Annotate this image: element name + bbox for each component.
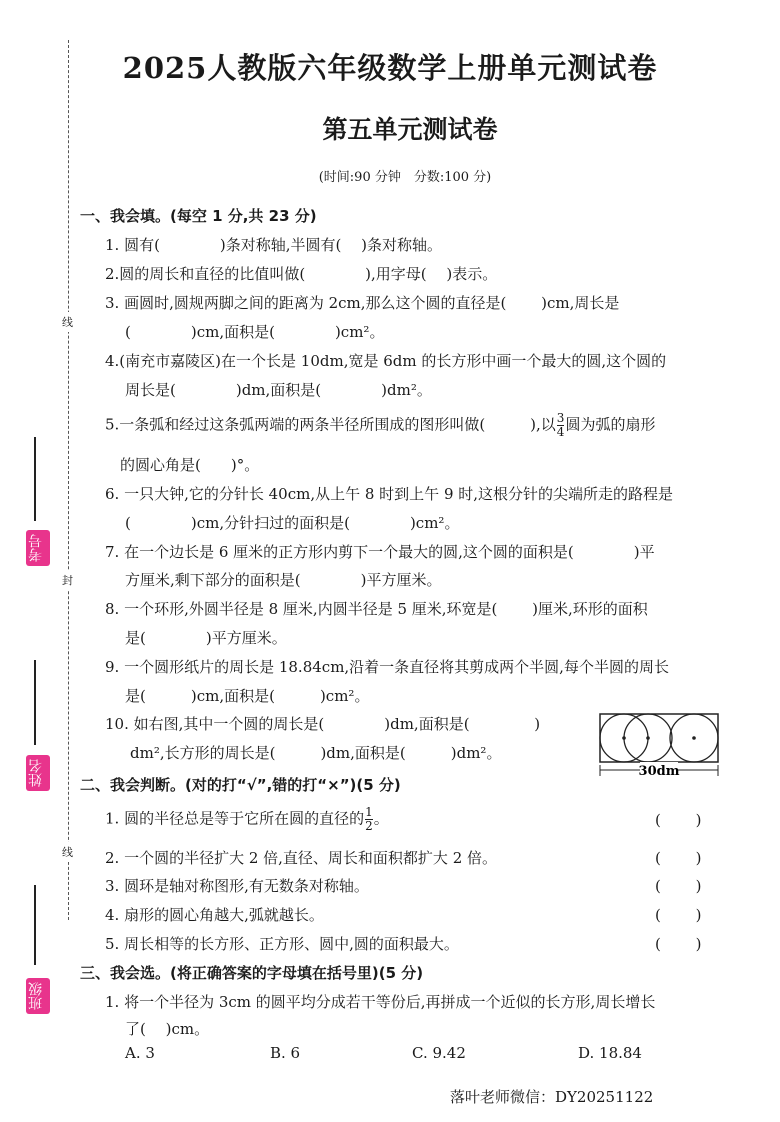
judgement-item: 2. 一个圆的半径扩大 2 倍,直径、周长和面积都扩大 2 倍。 <box>105 849 498 867</box>
denominator: 2 <box>365 819 373 833</box>
answer-blank[interactable]: ( ) <box>655 811 702 829</box>
numerator: 1 <box>365 805 373 819</box>
circles-in-rectangle-figure <box>598 710 722 780</box>
question: 1. 圆有( )条对称轴,半圆有( )条对称轴。 <box>105 236 443 254</box>
footer-contact: 落叶老师微信：DY20251122 <box>450 1088 654 1106</box>
question: 10. 如右图,其中一个圆的周长是( )dm,面积是( ) <box>105 715 541 733</box>
question: 9. 一个圆形纸片的周长是 18.84cm,沿着一条直径将其剪成两个半圆,每个半圆的周长 <box>105 658 669 676</box>
fraction <box>365 806 373 833</box>
answer-blank[interactable]: ( ) <box>655 849 702 867</box>
page-subtitle: 第五单元测试卷 <box>322 115 498 144</box>
center-dot <box>622 736 626 740</box>
section-heading: 一、我会填。(每空 1 分,共 23 分) <box>80 207 317 225</box>
text: 5.一条弧和经过这条弧两端的两条半径所围成的图形叫做( ),以 <box>105 415 556 434</box>
question: 3. 画圆时,圆规两脚之间的距离为 2cm,那么这个圆的直径是( )cm,周长是 <box>105 294 620 312</box>
section-heading: 二、我会判断。(对的打“√”,错的打“×”)(5 分) <box>80 776 401 794</box>
judgement-item: 5. 周长相等的长方形、正方形、圆中,圆的面积最大。 <box>105 935 459 953</box>
exam-meta: (时间:90 分钟 分数:100 分) <box>318 170 492 185</box>
text: 1. 圆的半径总是等于它所在圆的直径的 <box>105 809 365 828</box>
question-cont: 了( )cm。 <box>125 1020 210 1038</box>
class-line <box>34 885 36 965</box>
option-a[interactable]: A. 3 <box>125 1044 155 1062</box>
judgement-item <box>105 806 389 833</box>
question: 6. 一只大钟,它的分针长 40cm,从上午 8 时到上午 9 时,这根分针的尖端所走的路程是 <box>105 485 674 503</box>
option-c[interactable]: C. 9.42 <box>412 1044 466 1062</box>
question-cont: 周长是( )dm,面积是( )dm²。 <box>125 381 432 399</box>
rectangle <box>600 714 718 762</box>
option-b[interactable]: B. 6 <box>270 1044 301 1062</box>
answer-blank[interactable]: ( ) <box>655 906 702 924</box>
denominator: 4 <box>556 425 565 439</box>
question: 4.(南充市嘉陵区)在一个长是 10dm,宽是 6dm 的长方形中画一个最大的圆,这个圆的 <box>105 352 667 370</box>
exam-number-tag: 考号 <box>26 530 50 566</box>
question-cont: 方厘米,剩下部分的面积是( )平方厘米。 <box>125 571 442 589</box>
center-dot <box>692 736 696 740</box>
name-tag: 姓名 <box>26 755 50 791</box>
answer-blank[interactable]: ( ) <box>655 935 702 953</box>
section-heading: 三、我会选。(将正确答案的字母填在括号里)(5 分) <box>80 964 424 982</box>
question: 1. 将一个半径为 3cm 的圆平均分成若干等份后,再拼成一个近似的长方形,周长增长 <box>105 993 656 1011</box>
cut-mark: 线 <box>62 842 73 862</box>
question-cont: 的圆心角是( )°。 <box>120 456 260 474</box>
question: 7. 在一个边长是 6 厘米的正方形内剪下一个最大的圆,这个圆的面积是( )平 <box>105 543 655 561</box>
exam-number-line <box>34 437 36 521</box>
question-cont: 是( )平方厘米。 <box>125 629 287 647</box>
cut-mark: 封 <box>62 570 73 590</box>
fraction <box>557 412 565 439</box>
question-cont: ( )cm,分针扫过的面积是( )cm²。 <box>125 514 460 532</box>
question: 2.圆的周长和直径的比值叫做( ),用字母( )表示。 <box>105 265 498 283</box>
text: 。 <box>373 809 389 828</box>
option-d[interactable]: D. 18.84 <box>578 1044 642 1062</box>
question-cont: 是( )cm,面积是( )cm²。 <box>125 687 370 705</box>
question-cont: ( )cm,面积是( )cm²。 <box>125 323 385 341</box>
cut-mark: 线 <box>62 312 73 332</box>
name-line <box>34 660 36 745</box>
question: 8. 一个环形,外圆半径是 8 厘米,内圆半径是 5 厘米,环宽是( )厘米,环形的面积 <box>105 600 648 618</box>
judgement-item: 3. 圆环是轴对称图形,有无数条对称轴。 <box>105 877 369 895</box>
judgement-item: 4. 扇形的圆心角越大,弧就越长。 <box>105 906 324 924</box>
page-title: 2025人教版六年级数学上册单元测试卷 <box>122 51 658 85</box>
answer-blank[interactable]: ( ) <box>655 877 702 895</box>
numerator: 3 <box>556 411 565 425</box>
question <box>105 412 655 439</box>
text: 圆为弧的扇形 <box>565 415 656 434</box>
center-dot <box>646 736 650 740</box>
dimension-label: 30dm <box>638 764 680 779</box>
question-cont: dm²,长方形的周长是( )dm,面积是( )dm²。 <box>130 744 502 762</box>
class-tag: 班级 <box>26 978 50 1014</box>
